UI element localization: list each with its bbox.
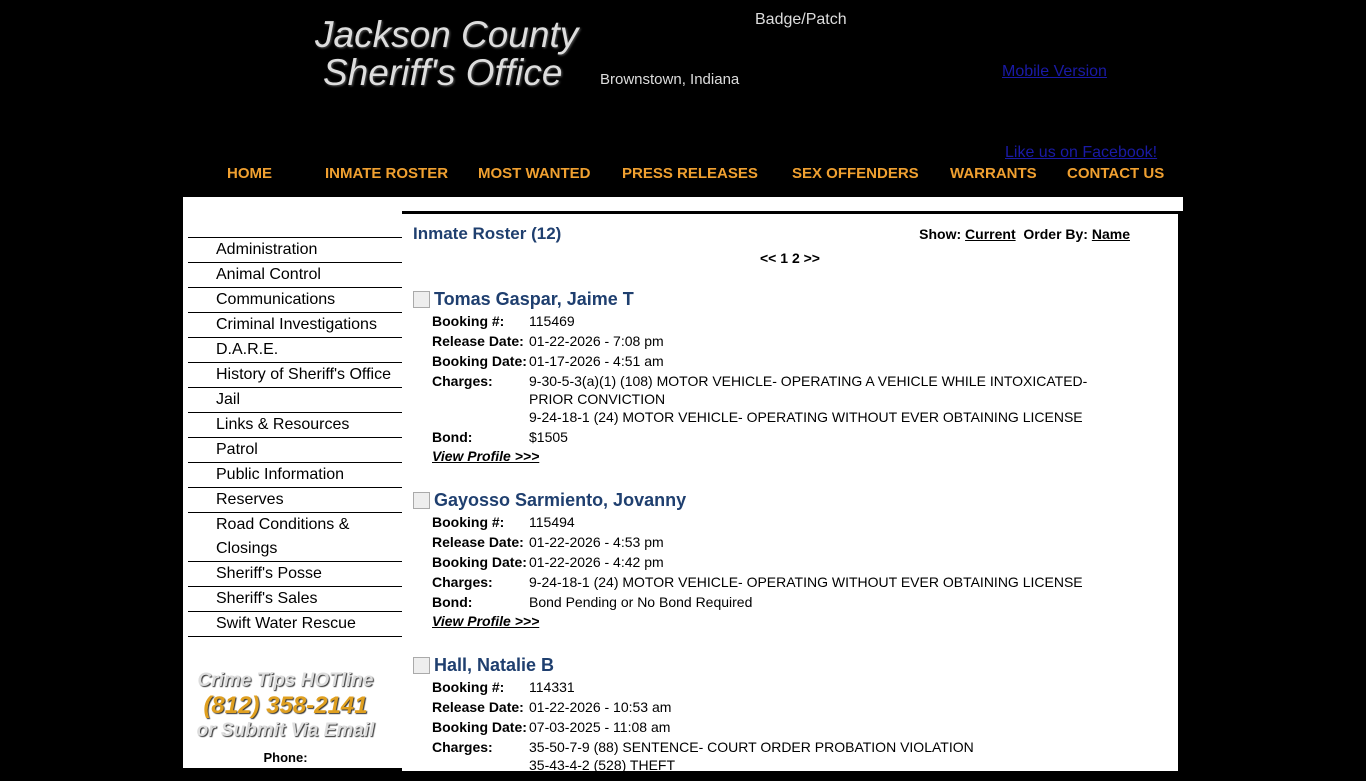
order-name-link[interactable]: Name — [1091, 226, 1130, 242]
sidebar-item[interactable]: Animal Control — [188, 262, 402, 287]
mugshot-image — [413, 492, 430, 509]
release-date: 01-22-2026 - 7:08 pm — [529, 333, 664, 349]
label: Release Date: — [432, 534, 524, 550]
sidebar-item[interactable]: Administration — [188, 237, 402, 262]
charge: 35-43-4-2 (528) THEFT — [529, 757, 676, 773]
sidebar-item[interactable]: D.A.R.E. — [188, 337, 402, 362]
label: Charges: — [432, 739, 493, 755]
label: Booking #: — [432, 679, 505, 695]
release-date: 01-22-2026 - 10:53 am — [529, 699, 672, 715]
nav-contact-us[interactable]: CONTACT US — [1067, 165, 1165, 182]
label: Booking #: — [432, 514, 505, 530]
label: Booking #: — [432, 313, 505, 329]
nav-home[interactable]: HOME — [227, 165, 272, 182]
sidebar-item[interactable]: Sheriff's Sales — [188, 586, 402, 611]
charge: 35-50-7-9 (88) SENTENCE- COURT ORDER PROBATION VIOLATION — [529, 739, 974, 755]
sidebar-item[interactable]: Communications — [188, 287, 402, 312]
label: Booking Date: — [432, 554, 527, 570]
inmate-name[interactable]: Tomas Gaspar, Jaime T — [434, 288, 634, 309]
main-content — [402, 211, 1183, 771]
label: Bond: — [432, 429, 473, 445]
inmate-entry — [413, 654, 1113, 774]
sidebar-item[interactable]: Jail — [188, 387, 402, 412]
city-label: Brownstown, Indiana — [600, 71, 740, 88]
nav-inmate-roster[interactable]: INMATE ROSTER — [325, 165, 449, 182]
sidebar-item[interactable]: Reserves — [188, 487, 402, 512]
show-current-link[interactable]: Current — [965, 226, 1016, 242]
bond: Bond Pending or No Bond Required — [529, 594, 753, 610]
facebook-link[interactable]: Like us on Facebook! — [1005, 144, 1158, 161]
tips-phone[interactable]: (812) 358-2141 — [203, 692, 368, 719]
inmate-name[interactable]: Hall, Natalie B — [434, 654, 555, 675]
sidebar-item[interactable]: Links & Resources — [188, 412, 402, 437]
inmate-entry — [413, 489, 1113, 629]
booking-number: 115494 — [529, 514, 575, 530]
title-line-1: Jackson County — [315, 14, 579, 55]
sidebar-item[interactable]: Road Conditions & Closings — [188, 512, 402, 561]
booking-number: 114331 — [529, 679, 575, 695]
nav-warrants[interactable]: WARRANTS — [950, 165, 1037, 182]
sidebar-item[interactable]: Criminal Investigations — [188, 312, 402, 337]
booking-date: 07-03-2025 - 11:08 am — [529, 719, 671, 735]
mugshot-image — [413, 657, 430, 674]
charge: 9-30-5-3(a)(1) (108) MOTOR VEHICLE- OPERATING A VEHICLE WHILE INTOXICATED- PRIOR CONVICTION — [529, 373, 1088, 407]
sidebar-item[interactable]: Sheriff's Posse — [188, 561, 402, 586]
sidebar-item[interactable]: Public Information — [188, 462, 402, 487]
inmate-name[interactable]: Gayosso Sarmiento, Jovanny — [434, 489, 687, 510]
title-line-2: Sheriff's Office — [323, 52, 563, 93]
charge: 9-24-18-1 (24) MOTOR VEHICLE- OPERATING WITHOUT EVER OBTAINING LICENSE — [529, 574, 1083, 590]
order-label: Order By: — [1023, 226, 1088, 242]
inmate-entry — [413, 288, 1113, 464]
roster-options — [919, 226, 1130, 242]
view-profile-link[interactable]: View Profile >>> — [432, 613, 540, 629]
page-2-link[interactable]: 2 — [791, 250, 800, 266]
label: Charges: — [432, 574, 493, 590]
page-1: 1 — [780, 250, 789, 266]
nav-most-wanted[interactable]: MOST WANTED — [478, 165, 591, 182]
pagination — [402, 250, 1178, 266]
label: Release Date: — [432, 699, 524, 715]
label: Charges: — [432, 373, 493, 389]
label: Release Date: — [432, 333, 524, 349]
sidebar-item[interactable]: History of Sheriff's Office — [188, 362, 402, 387]
label: Bond: — [432, 594, 473, 610]
label: Booking Date: — [432, 719, 527, 735]
page-title: Inmate Roster (12) — [413, 224, 562, 243]
sidebar-item[interactable]: Patrol — [188, 437, 402, 462]
site-title — [315, 16, 578, 92]
charge: 9-24-18-1 (24) MOTOR VEHICLE- OPERATING WITHOUT EVER OBTAINING LICENSE — [529, 409, 1083, 425]
bond: $1505 — [529, 429, 568, 445]
badge-image: Badge/Patch — [755, 11, 847, 28]
prev-page[interactable]: << — [760, 250, 777, 266]
phone-value: (812) 358-2141 — [237, 765, 334, 781]
tips-heading: Crime Tips HOTline — [197, 670, 374, 691]
sidebar — [188, 237, 402, 637]
phone-label: Phone: — [263, 750, 308, 765]
booking-date: 01-22-2026 - 4:42 pm — [529, 554, 664, 570]
booking-number: 115469 — [529, 313, 575, 329]
mugshot-image — [413, 291, 430, 308]
tips-email[interactable]: or Submit Via Email — [196, 720, 375, 741]
show-label: Show: — [919, 226, 962, 242]
nav-sex-offenders[interactable]: SEX OFFENDERS — [792, 165, 919, 182]
label: Booking Date: — [432, 353, 527, 369]
mobile-version-link[interactable]: Mobile Version — [1002, 63, 1107, 80]
booking-date: 01-17-2026 - 4:51 am — [529, 353, 664, 369]
nav-press-releases[interactable]: PRESS RELEASES — [622, 165, 758, 182]
sidebar-item[interactable]: Swift Water Rescue — [188, 611, 402, 637]
crime-tips — [183, 670, 388, 781]
next-page-link[interactable]: >> — [803, 250, 820, 266]
release-date: 01-22-2026 - 4:53 pm — [529, 534, 664, 550]
view-profile-link[interactable]: View Profile >>> — [432, 448, 540, 464]
